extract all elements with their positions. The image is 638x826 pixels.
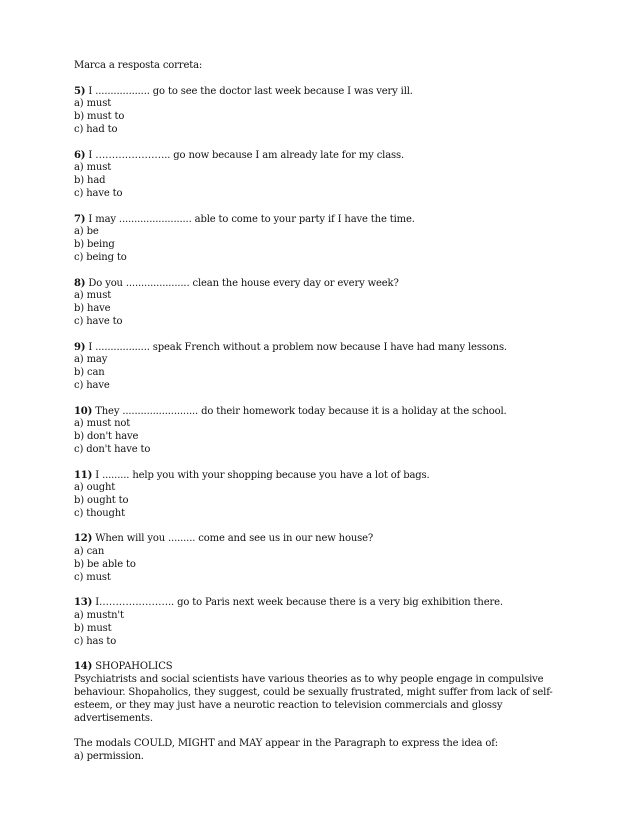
answer-option: b) have [74, 303, 111, 315]
reading-paragraph: Psychiatrists and social scientists have various theories as to why people engage in compulsive behaviour. Shopaholics, they suggest, could be sexually frustrated, might suffer from lack of self-esteem, or they may just have a neurotic reaction to television commercials and glossy advertisements. [74, 674, 553, 724]
answer-option: b) can [74, 367, 105, 379]
question-number: 10) [74, 405, 93, 417]
answer-option: c) must [74, 571, 111, 583]
question-block [74, 533, 574, 597]
answer-option: a) permission. [74, 751, 144, 763]
answer-option: b) be able to [74, 559, 136, 571]
answer-option: c) being to [74, 251, 127, 263]
answer-option: a) mustn't [74, 610, 124, 622]
answer-option: b) must [74, 623, 112, 635]
answer-option: c) have to [74, 187, 123, 199]
answer-option: c) have to [74, 315, 123, 327]
question-block [74, 342, 574, 406]
question-prompt: The modals COULD, MIGHT and MAY appear in the Paragraph to express the idea of: [74, 738, 498, 750]
answer-option: a) can [74, 546, 105, 558]
instruction: Marca a resposta correta: [74, 60, 203, 71]
question-text: They ......................... do their homework today because it is a holiday at the school. [95, 405, 507, 417]
question-text: Do you ..................... clean the house every day or every week? [88, 277, 399, 289]
answer-option: b) ought to [74, 495, 129, 507]
question-number: 12) [74, 533, 93, 545]
question-title: SHOPAHOLICS [95, 661, 173, 673]
answer-option: a) must [74, 162, 112, 174]
answer-option: b) had [74, 175, 106, 187]
question-text: I .................. speak French without a problem now because I have had many lessons. [88, 341, 507, 353]
question-stem [74, 406, 574, 419]
question-text: I ......... help you with your shopping because you have a lot of bags. [95, 469, 430, 481]
question-text: When will you ......... come and see us in our new house? [95, 533, 374, 545]
question-block [74, 278, 574, 342]
answer-option: c) has to [74, 635, 117, 647]
answer-option: c) don't have to [74, 443, 151, 455]
question-block [74, 214, 574, 278]
question-stem [74, 278, 574, 291]
question-stem [74, 342, 574, 355]
answer-option: c) had to [74, 123, 118, 135]
question-list [74, 86, 574, 662]
question-block [74, 597, 574, 661]
question-number: 8) [74, 277, 86, 289]
worksheet [74, 60, 574, 764]
question-text: I .................. go to see the doctor last week because I was very ill. [88, 85, 413, 97]
question-stem [74, 86, 574, 99]
answer-option: a) must not [74, 418, 131, 430]
answer-option: a) must [74, 290, 112, 302]
question-stem [74, 597, 574, 610]
question-number: 6) [74, 149, 86, 161]
answer-option: b) must to [74, 111, 125, 123]
answer-option: c) thought [74, 507, 125, 519]
question-number: 14) [74, 661, 93, 673]
question-stem [74, 533, 574, 546]
answer-option: a) may [74, 354, 108, 366]
question-block [74, 86, 574, 150]
question-14 [74, 661, 574, 763]
question-number: 11) [74, 469, 93, 481]
question-text: I ………………….. go now because I am already late for my class. [88, 149, 405, 161]
question-text: I………………….. go to Paris next week because there is a very big exhibition there. [95, 597, 503, 609]
question-block [74, 406, 574, 470]
answer-option: a) must [74, 98, 112, 110]
answer-option: b) being [74, 239, 115, 251]
question-block [74, 150, 574, 214]
question-number: 9) [74, 341, 86, 353]
question-text: I may ........................ able to come to your party if I have the time. [88, 213, 415, 225]
question-block [74, 470, 574, 534]
question-stem [74, 661, 574, 674]
question-number: 5) [74, 85, 86, 97]
answer-option: a) ought [74, 482, 116, 494]
question-stem [74, 150, 574, 163]
answer-option: c) have [74, 379, 110, 391]
question-number: 7) [74, 213, 86, 225]
answer-option: b) don't have [74, 431, 139, 443]
question-number: 13) [74, 597, 93, 609]
answer-option: a) be [74, 226, 99, 238]
question-stem [74, 470, 574, 483]
question-stem [74, 214, 574, 227]
